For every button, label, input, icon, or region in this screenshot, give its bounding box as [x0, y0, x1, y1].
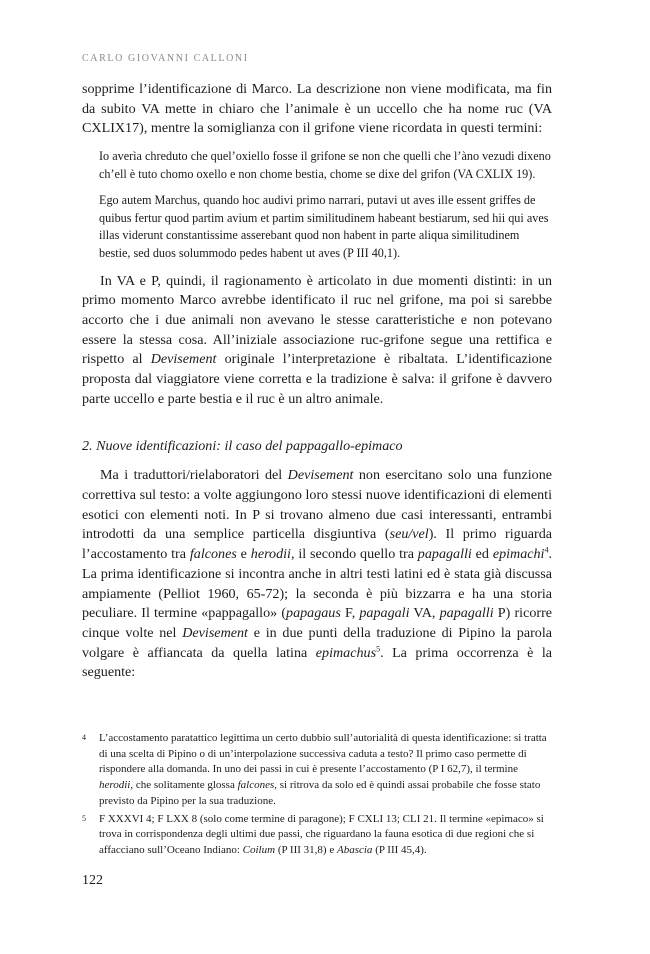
footnote-text: F XXXVI 4; F LXX 8 (solo come termine di paragone); F CXLI 13; CLI 21. Il termine «epimaco» si trova in corrispondenza degli ultimi due passi, che riguardano la fauna esotica di due regioni che si affacciano sull’Oceano Indiano: Coilum (P III 31,8) e Abascia (P III 45,4).: [99, 812, 544, 856]
paragraph-3: Ma i traduttori/rielaboratori del Devisement non esercitano solo una funzione correttiva sul testo: a volte aggiungono loro stessi nuove identificazioni di elementi esotici con elementi noti. In P si trovano almeno due casi interessanti, entrambi introdotti da una semplice particella disgiuntiva (seu/vel). Il primo riguarda l’accostamento tra falcones e herodii, il secondo quello tra papagalli ed epimachi$^4$. La prima identificazione si incontra anche in altri testi latini ed è stata già discussa ampiamente (Pelliot 1960, 65-72); la seconda è più bizzarra e ha una storia peculiare. Il termine «pappagallo» (papagaus F, papagali VA, papagalli P) ricorre cinque volte nel Devisement e in due punti della traduzione di Pipino la parola volgare è affiancata da quella latina epimachus$^5$. La prima occorrenza è la seguente:: [82, 467, 553, 681]
running-head: CARLO GIOVANNI CALLONI: [82, 53, 249, 64]
paragraph-2: In VA e P, quindi, il ragionamento è articolato in due momenti distinti: in un primo momento Marco avrebbe identificato il ruc nel grifone, ma poi si sarebbe accorto che i due animali non avevano le stesse caratteristiche e non potevano essere la stessa cosa. All’iniziale associazione ruc-grifone segue una rettifica e rispetto al Devisement originale l’interpretazione è ribaltata. L’identificazione proposta dal viaggiatore viene corretta e la tradizione è salva: il grifone è davvero parte uccello e parte bestia e il ruc è un altro animale.: [82, 272, 552, 407]
footnote-text: L’accostamento paratattico legittima un certo dubbio sull’autorialità di questa identificazione: si tratta di una scelta di Pipino o di un’interpolazione successiva caduta a testo? Il primo caso permette di rispondere alla domanda. In uno dei passi in cui è presente l’accostamento (P I 62,7), il termine herodii, che solitamente glossa falcones, si ritrova da solo ed è quindi assai probabile che fosse stato previsto da Pipino per la sua traduzione.: [99, 732, 547, 807]
paragraph-1: sopprime l’identificazione di Marco. La descrizione non viene modificata, ma fin da subito VA mette in chiaro che l’animale è un uccello che ha nome ruc (VA CXLIX17), mentre la somiglianza con il grifone viene ricordata in questi termini:: [82, 81, 552, 137]
section-heading: 2. Nuove identificazioni: il caso del pappagallo-epimaco: [82, 437, 403, 454]
footnotes: [82, 731, 552, 861]
block-quote-vernacular: Io averìa chreduto che quel’oxiello fosse il grifone se non che quelli che l’àno vezudi dixeno ch’ell è tuto chomo oxello e non chome bestia, chome se dixe del grifon (VA CXLIX 19).: [99, 149, 551, 181]
footnote-4: [82, 731, 552, 810]
document-page: [82, 0, 552, 954]
main-text: [82, 80, 552, 683]
page-number: 122: [82, 873, 103, 888]
footnote-ref-4[interactable]: 4: [544, 545, 549, 555]
footnote-ref-5[interactable]: 5: [376, 643, 381, 653]
block-quote-latin: Ego autem Marchus, quando hoc audivi primo narrari, putavi ut aves ille essent griffes de quibus fertur quod partim avium et partim similitudinem habeant bestiarum, sed hii qui aves illas viderunt constantissime asserebant quod non habent in parte aliqua similitudinem bestie, sed duos solummodo pedes habent ut aves (P III 40,1).: [99, 193, 549, 261]
footnote-number: 4: [82, 733, 86, 742]
footnote-number: 5: [82, 813, 86, 823]
footnote-5: [82, 812, 552, 859]
